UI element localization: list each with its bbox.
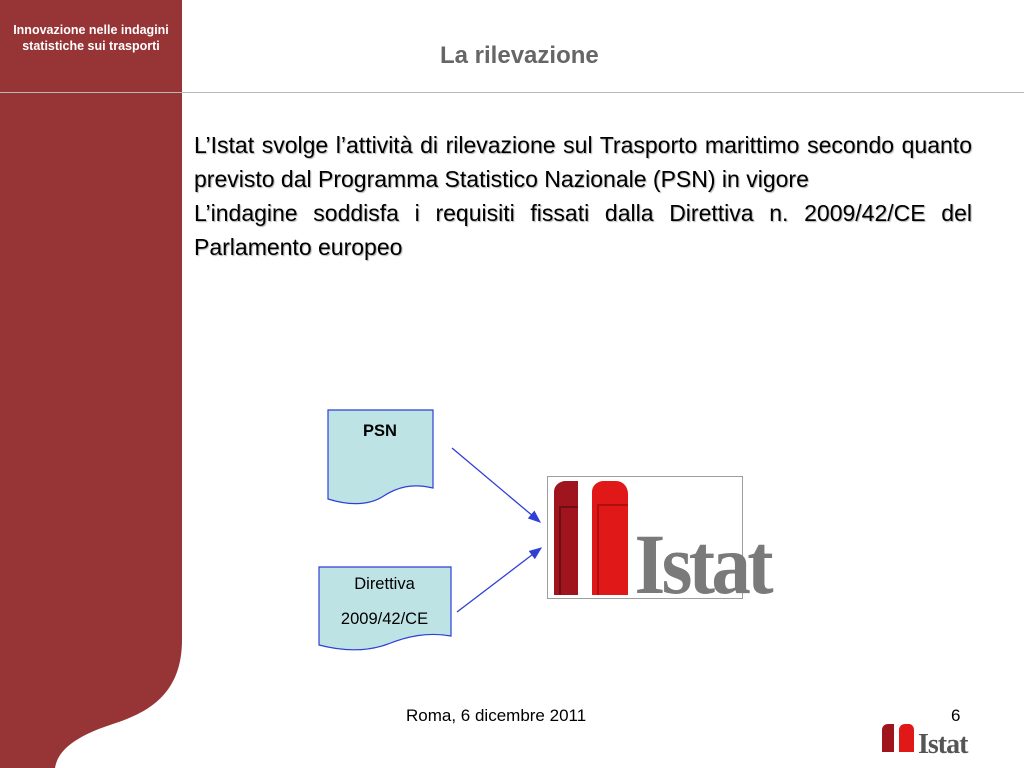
page-number: 6 xyxy=(951,706,961,725)
istat-logo-text: Istat xyxy=(634,515,770,612)
istat-logo xyxy=(547,476,770,612)
slide-title: La rilevazione xyxy=(440,42,599,69)
directive-label-line-2: 2009/42/CE xyxy=(340,610,429,628)
footer-logo-text: Istat xyxy=(918,729,968,760)
paragraph-2: L’indagine soddisfa i requisiti fissati dalla Direttiva n. 2009/42/CE del Parlamento europeo xyxy=(194,200,972,260)
directive-label-line-1: Direttiva xyxy=(354,575,415,593)
footer-date: Roma, 6 dicembre 2011 xyxy=(406,706,587,725)
istat-logo-icon xyxy=(548,477,770,612)
footer-istat-logo xyxy=(880,722,980,760)
arrow-directive-to-istat xyxy=(457,548,541,612)
psn-label: PSN xyxy=(363,422,397,440)
arrow-psn-to-istat xyxy=(452,448,540,522)
section-title: Innovazione nelle indagini statistiche sui trasporti xyxy=(13,23,169,53)
paragraph-1: L’Istat svolge l’attività di rilevazione sul Trasporto marittimo secondo quanto previsto dal Programma Statistico Nazionale (PSN) in vigore xyxy=(194,132,972,192)
